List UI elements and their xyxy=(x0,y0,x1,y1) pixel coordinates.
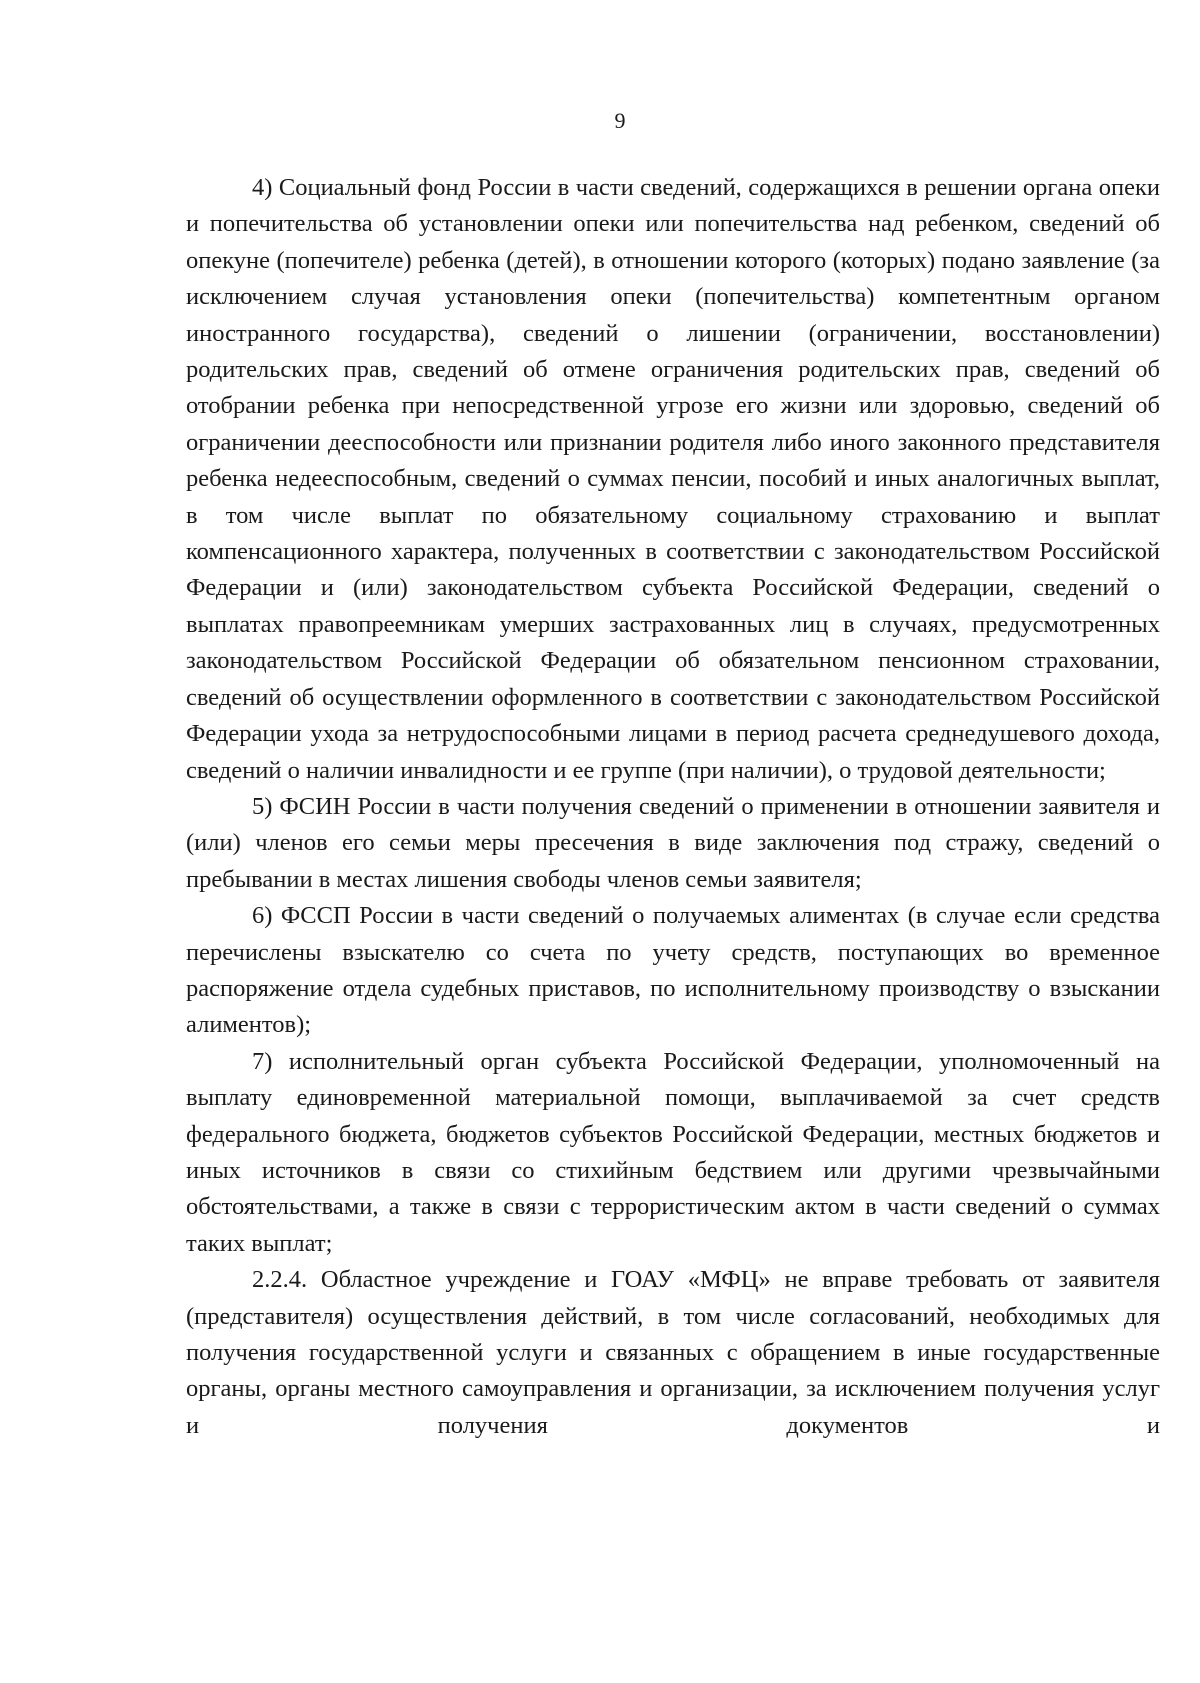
paragraph-2-2-4: 2.2.4. Областное учреждение и ГОАУ «МФЦ» не вправе требовать от заявителя (представителя) осуществления действий, в том числе согласований, необходимых для получения государственной услуги и связанных с обращением в иные государственные органы, органы местного самоуправления и организации, за исключением получения услуг и получения документов и xyxy=(186,1266,1160,1439)
paragraph-item-7: 7) исполнительный орган субъекта Российской Федерации, уполномоченный на выплату единовременной материальной помощи, выплачиваемой за счет средств федерального бюджета, бюджетов субъектов Российской Федерации, местных бюджетов и иных источников в связи со стихийным бедствием или другими чрезвычайными обстоятельствами, а также в связи с террористическим актом в части сведений о суммах таких выплат; xyxy=(186,1047,1160,1257)
paragraph-item-6: 6) ФССП России в части сведений о получаемых алиментах (в случае если средства перечислены взыскателю со счета по учету средств, поступающих во временное распоряжение отдела судебных приставов, по исполнительному производству о взыскании алиментов); xyxy=(186,902,1160,1039)
paragraph-item-4: 4) Социальный фонд России в части сведений, содержащихся в решении органа опеки и попечительства об установлении опеки или попечительства над ребенком, сведений об опекуне (попечителе) ребенка (детей), в отношении которого (которых) подано заявление (за исключением случая установления опеки (попечительства) компетентным органом иностранного государства), сведений о лишении (ограничении, восстановлении) родительских прав, сведений об отмене ограничения родительских прав, сведений об отобрании ребенка при непосредственной угрозе его жизни или здоровью, сведений об ограничении дееспособности или признании родителя либо иного законного представителя ребенка недееспособным, сведений о суммах пенсии, пособий и иных аналогичных выплат, в том числе выплат по обязательному социальному страхованию и выплат компенсационного характера, полученных в соответствии с законодательством Российской Федерации и (или) законодательством субъекта Российской Федерации, сведений о выплатах правопреемникам умерших застрахованных лиц в случаях, предусмотренных законодательством Российской Федерации об обязательном пенсионном страховании, сведений об осуществлении оформленного в соответствии с законодательством Российской Федерации ухода за нетрудоспособными лицами в период расчета среднедушевого дохода, сведений о наличии инвалидности и ее группе (при наличии), о трудовой деятельности; xyxy=(186,174,1160,784)
paragraph-item-5: 5) ФСИН России в части получения сведений о применении в отношении заявителя и (или) членов его семьи меры пресечения в виде заключения под стражу, сведений о пребывании в местах лишения свободы членов семьи заявителя; xyxy=(186,792,1160,893)
page-number: 9 xyxy=(614,108,626,133)
document-body xyxy=(186,170,1160,1444)
